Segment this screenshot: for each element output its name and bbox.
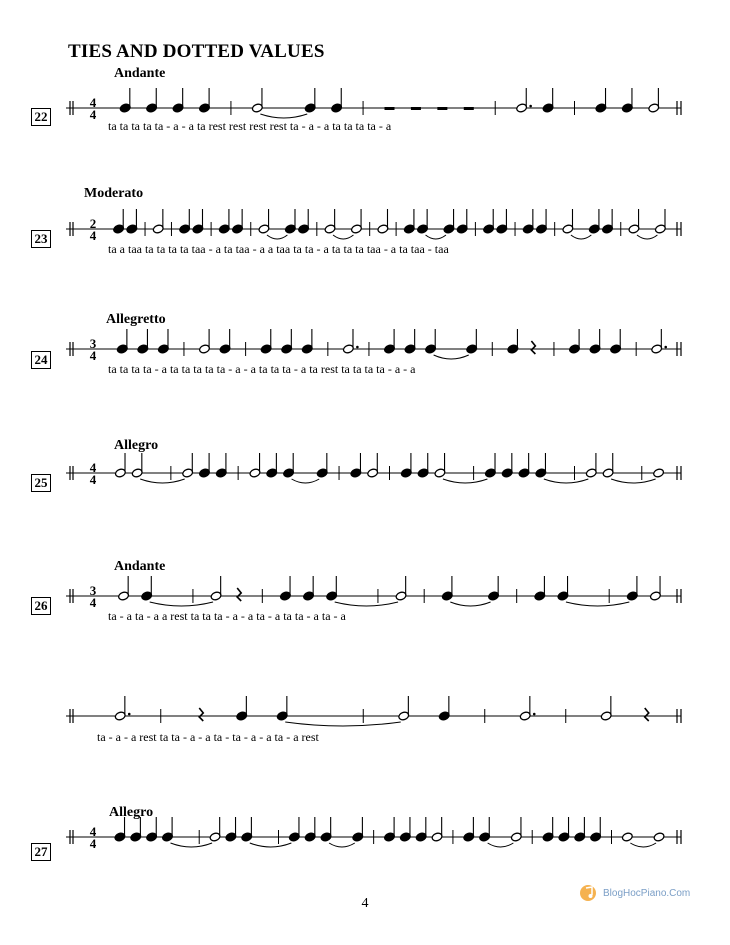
exercise-number: 26 — [31, 597, 51, 615]
tie — [637, 235, 657, 239]
tie — [171, 843, 213, 847]
time-signature-bottom: 4 — [89, 107, 97, 122]
music-note-logo-icon — [578, 884, 600, 902]
time-signature-bottom: 4 — [89, 836, 97, 851]
time-signature-top: 2 — [89, 216, 97, 231]
exercise-number: 22 — [31, 108, 51, 126]
time-signature-bottom: 4 — [89, 472, 97, 487]
watermark-text: BlogHocPiano.Com — [603, 887, 691, 899]
page-number: 4 — [361, 896, 369, 911]
time-signature-bottom: 4 — [89, 595, 97, 610]
augmentation-dot — [664, 346, 667, 349]
tie — [571, 235, 591, 239]
page-title: TIES AND DOTTED VALUES — [68, 41, 325, 62]
whole-rest — [411, 107, 421, 110]
rhythm-syllables: ta ta ta ta ta - a - a ta rest rest rest rest ta - a - a ta ta ta ta - a — [108, 119, 392, 133]
rhythm-syllables: ta ta ta ta - a ta ta ta ta ta - a - a ta ta ta - a ta rest ta ta ta ta - a - a — [108, 362, 416, 376]
time-signature-top: 4 — [89, 824, 97, 839]
time-signature-top: 3 — [89, 336, 97, 351]
tie — [329, 843, 355, 847]
rhythm-staff — [0, 824, 730, 859]
tempo-marking: Andante — [114, 559, 166, 574]
open-note-head — [653, 468, 665, 478]
tie — [488, 843, 514, 847]
tie — [333, 235, 353, 239]
tie — [335, 602, 398, 606]
exercise-number: 25 — [31, 474, 51, 492]
exercise-number: 27 — [31, 843, 51, 861]
open-note-head — [653, 832, 665, 842]
tie — [140, 479, 184, 483]
open-note-head — [621, 832, 633, 842]
rhythm-syllables: ta a taa ta ta ta ta taa - a ta taa - a a taa ta ta - a ta ta ta taa - a ta taa - taa — [108, 242, 449, 256]
tie — [267, 235, 287, 239]
tie — [426, 235, 446, 239]
tie — [630, 843, 656, 847]
time-signature-bottom: 4 — [89, 228, 97, 243]
tie — [250, 843, 292, 847]
whole-rest — [464, 107, 474, 110]
tempo-marking: Allegro — [114, 438, 159, 453]
tie — [450, 602, 490, 606]
quarter-rest — [199, 708, 203, 721]
watermark — [578, 884, 690, 902]
tie — [434, 355, 469, 359]
exercise-number: 24 — [31, 351, 51, 369]
augmentation-dot — [128, 713, 131, 716]
tempo-marking: Andante — [114, 66, 166, 81]
tie — [544, 479, 588, 483]
rhythm-syllables: ta - a ta - a a rest ta ta ta - a - a ta - a ta ta - a ta - a — [108, 609, 346, 623]
time-signature-top: 4 — [89, 95, 97, 110]
tie — [260, 114, 307, 118]
augmentation-dot — [533, 713, 536, 716]
augmentation-dot — [356, 346, 359, 349]
tempo-marking: Allegretto — [106, 312, 166, 327]
tie — [285, 722, 401, 726]
tempo-marking: Allegro — [109, 805, 154, 820]
tie — [443, 479, 487, 483]
time-signature-top: 4 — [89, 460, 97, 475]
rhythm-syllables: ta - a - a rest ta ta - a - a ta - ta - a - a ta - a rest — [97, 730, 319, 744]
quarter-rest — [645, 708, 649, 721]
time-signature-top: 3 — [89, 583, 97, 598]
quarter-rest — [531, 341, 535, 354]
augmentation-dot — [529, 105, 532, 108]
quarter-rest — [237, 588, 241, 601]
time-signature-bottom: 4 — [89, 348, 97, 363]
tie — [292, 479, 320, 483]
tempo-marking: Moderato — [84, 186, 144, 201]
exercise-number: 23 — [31, 230, 51, 248]
whole-rest — [437, 107, 447, 110]
rhythm-staff — [0, 460, 730, 495]
tie — [150, 602, 213, 606]
whole-rest — [385, 107, 395, 110]
tie — [611, 479, 655, 483]
tie — [566, 602, 629, 606]
